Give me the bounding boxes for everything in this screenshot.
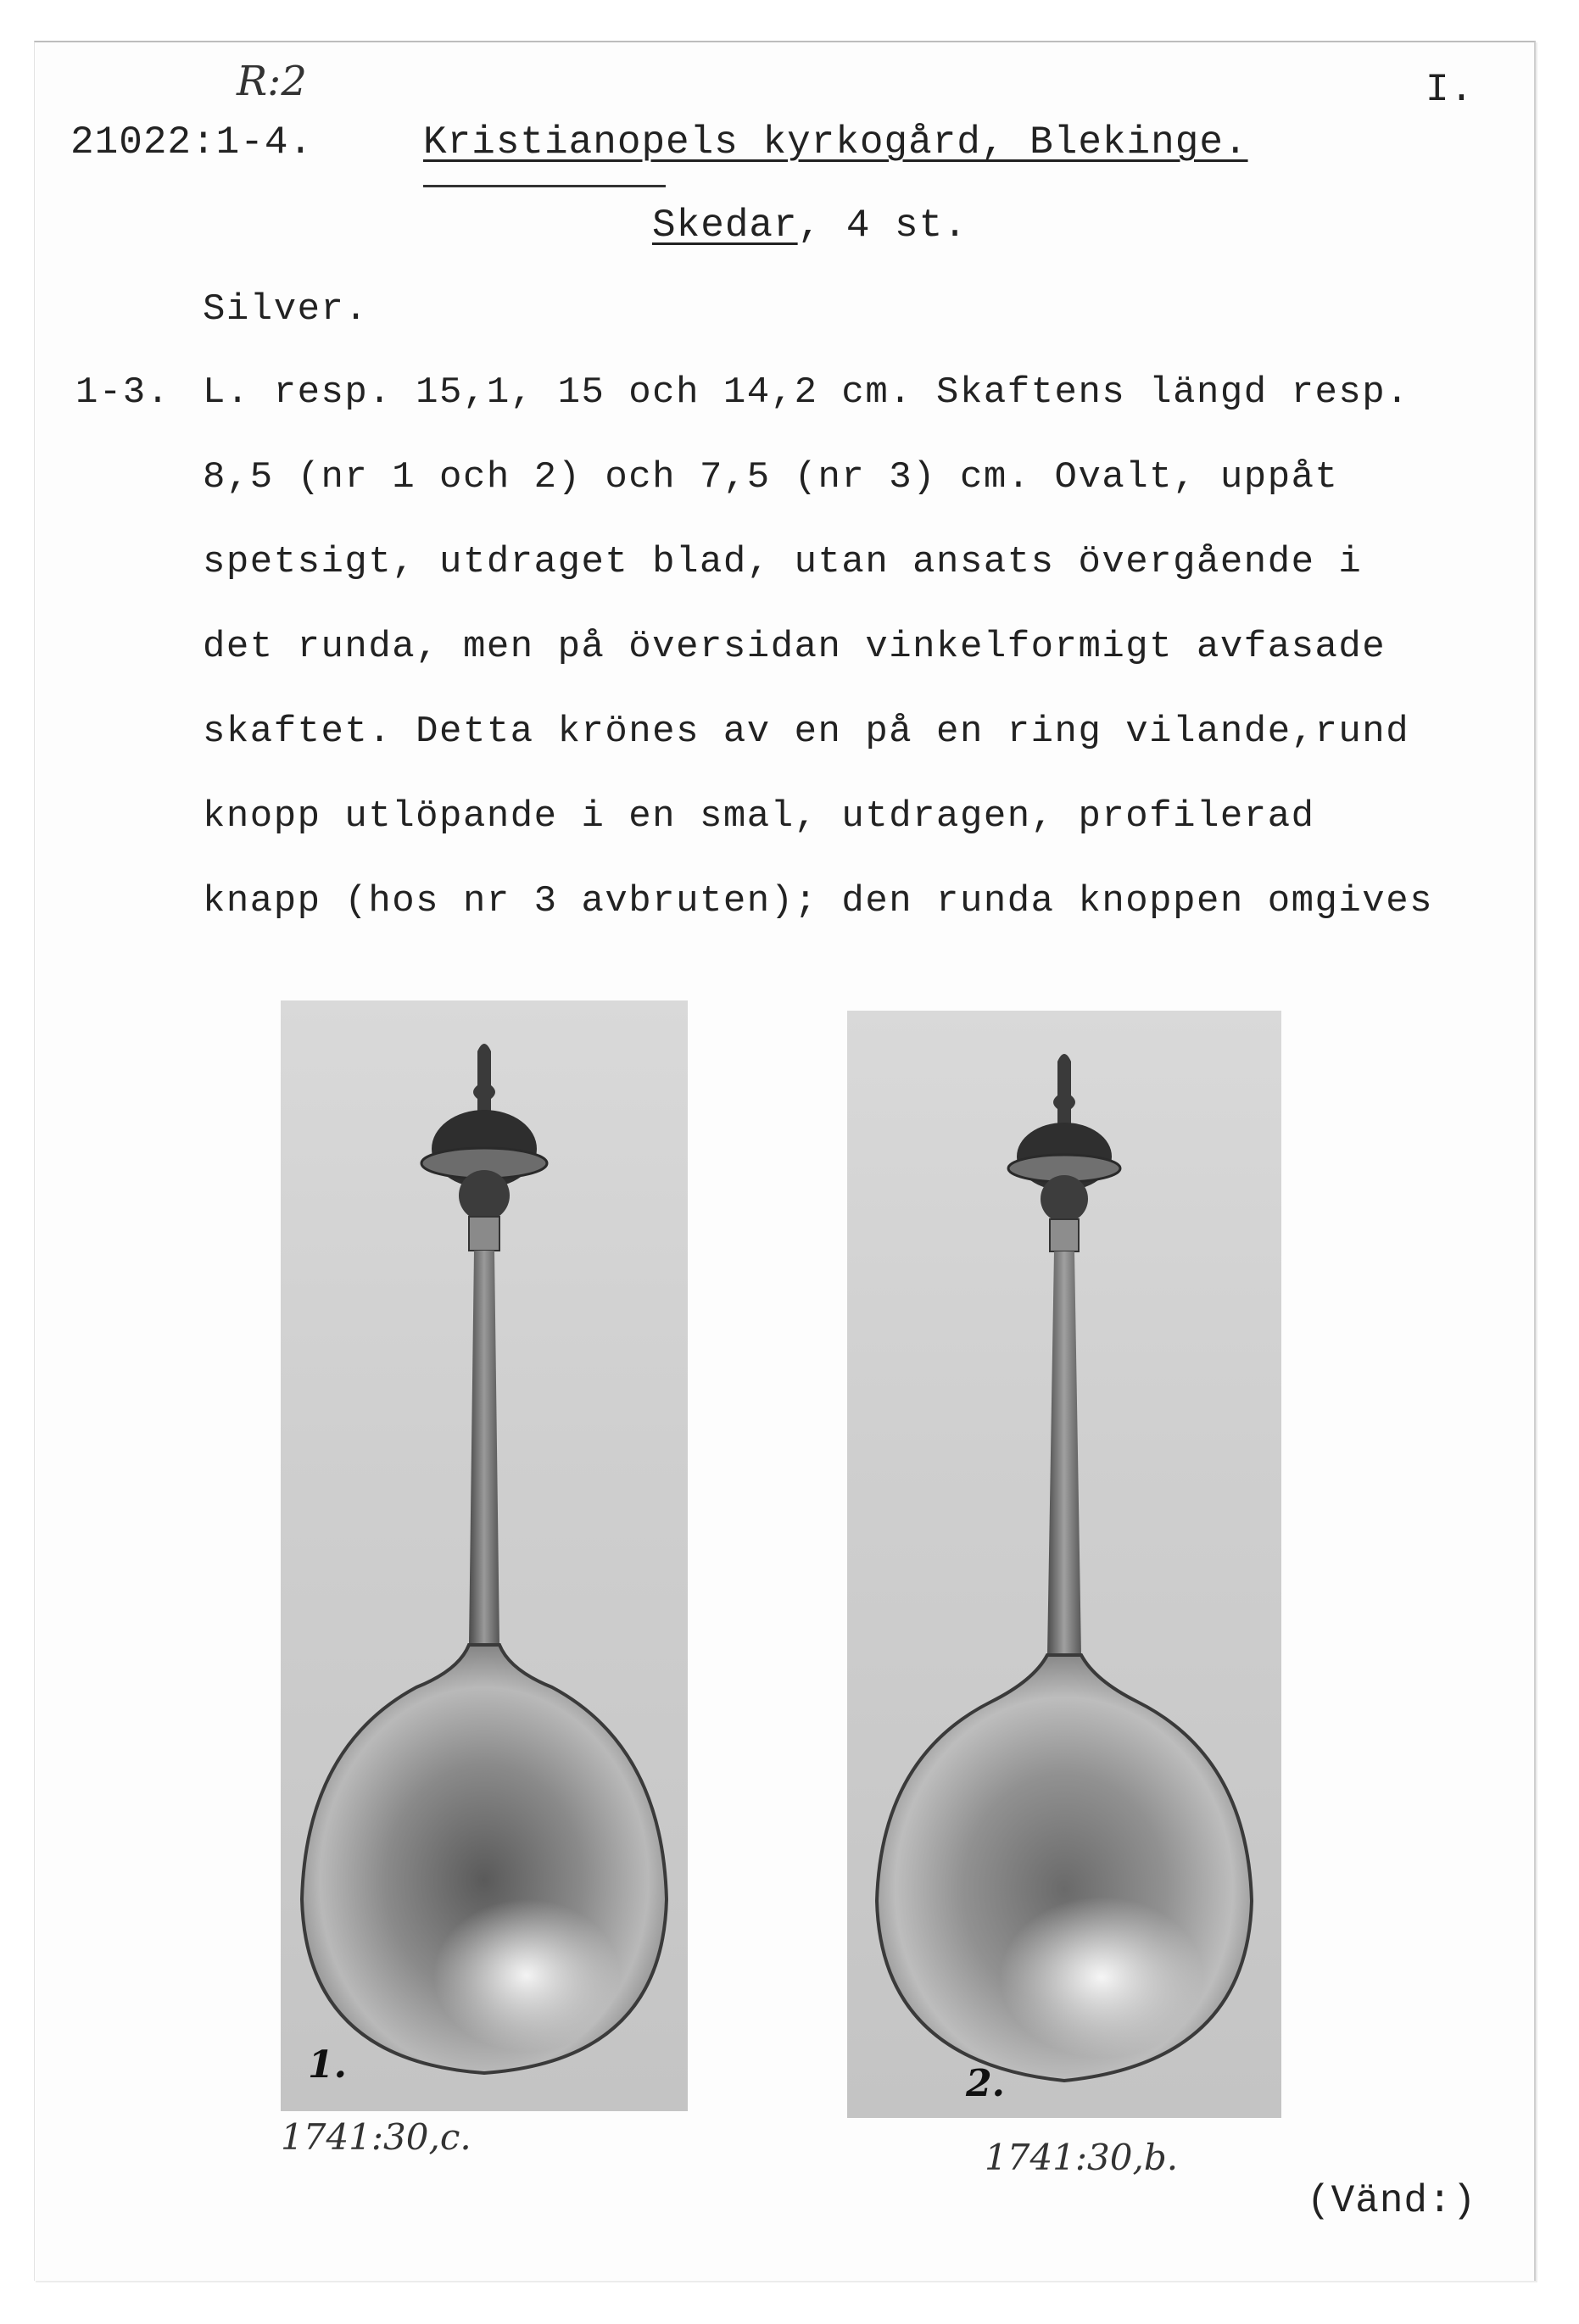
- description-line-6: knopp utlöpande i en smal, utdragen, profilerad: [203, 795, 1315, 838]
- spoon-2-image: [847, 1011, 1281, 2118]
- catalog-card: [34, 41, 1536, 2281]
- footer-note: (Vänd:): [1307, 2179, 1477, 2223]
- spoon-photo-2: [847, 1011, 1281, 2118]
- description-line-1: L. resp. 15,1, 15 och 14,2 cm. Skaftens längd resp.: [203, 371, 1410, 414]
- catalog-number: 21022:1-4.: [70, 120, 314, 164]
- description-line-3: spetsigt, utdraget blad, utan ansats övergående i: [203, 541, 1363, 583]
- object-count: , 4 st.: [797, 203, 968, 248]
- material: Silver.: [203, 288, 369, 331]
- object-title: Skedar: [652, 203, 798, 248]
- photo-2-caption: 1741:30,b.: [985, 2137, 1179, 2178]
- title-rule: [423, 185, 666, 187]
- description-line-2: 8,5 (nr 1 och 2) och 7,5 (nr 3) cm. Ovalt, uppåt: [203, 456, 1339, 499]
- location-title: Kristianopels kyrkogård, Blekinge.: [423, 120, 1248, 164]
- photo-1-label: 1.: [308, 2043, 347, 2087]
- spoon-1-image: [281, 1000, 688, 2111]
- page-number: I.: [1426, 68, 1475, 112]
- description-line-7: knapp (hos nr 3 avbruten); den runda knoppen omgives: [203, 880, 1434, 922]
- description-line-4: det runda, men på översidan vinkelformigt avfasade: [203, 626, 1387, 668]
- item-range: 1-3.: [75, 371, 170, 414]
- handwritten-reference: R:2: [237, 58, 307, 105]
- photo-2-label: 2.: [966, 2062, 1005, 2105]
- photo-1-caption: 1741:30,c.: [281, 2116, 471, 2158]
- object-heading: [652, 203, 968, 248]
- spoon-photo-1: [281, 1000, 688, 2111]
- description-line-5: skaftet. Detta krönes av en på en ring vilande,rund: [203, 711, 1410, 753]
